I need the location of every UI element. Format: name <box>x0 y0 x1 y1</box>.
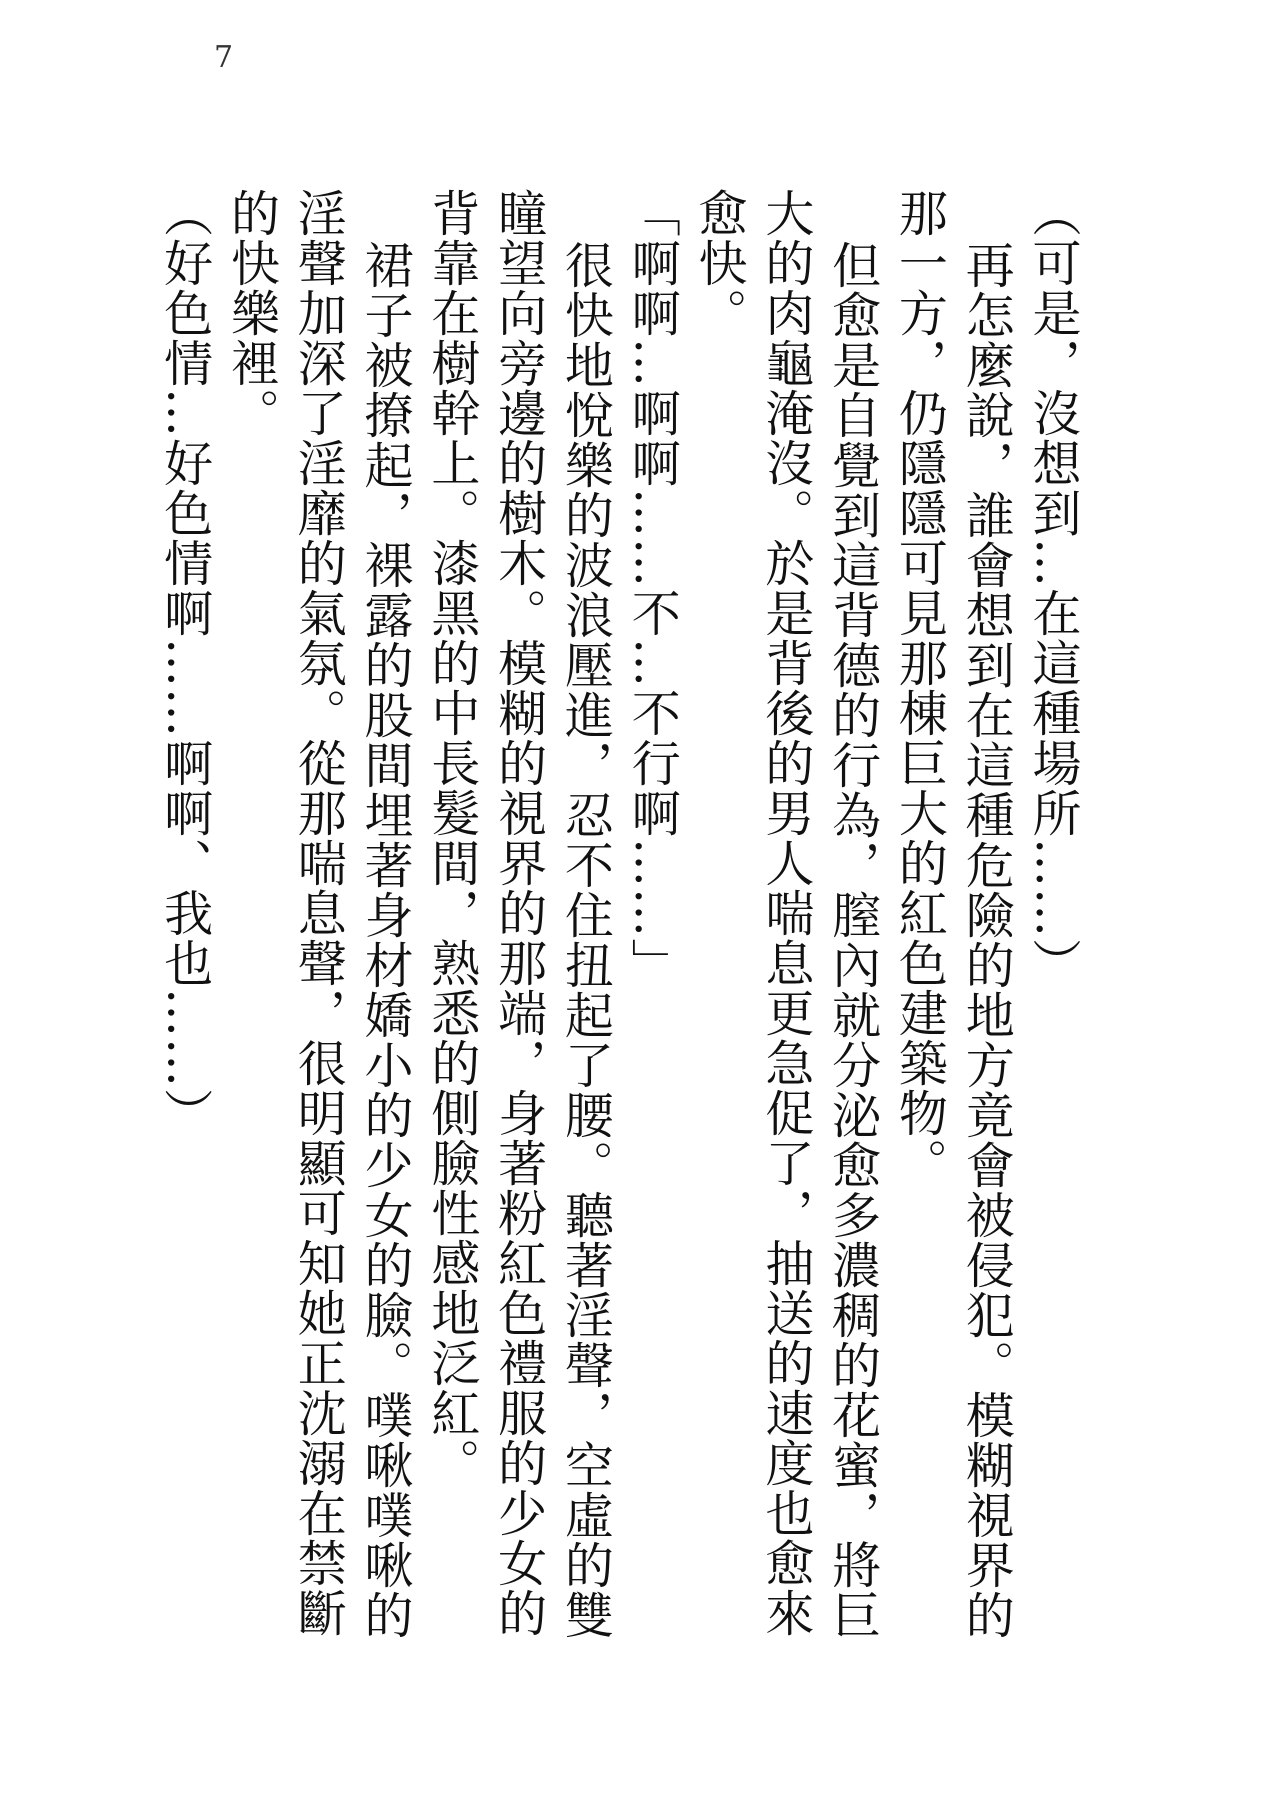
text-column: （可是，沒想到…在這種場所……） <box>1025 188 1082 988</box>
vertical-text-body <box>151 188 1086 1640</box>
text-column: 瞳望向旁邊的樹木。模糊的視界的那端，身著粉紅色禮服的少女的 <box>490 188 548 1638</box>
text-column: 背靠在樹幹上。漆黑的中長髮間，熟悉的側臉性感地泛紅。 <box>423 188 481 1488</box>
text-column: 的快樂裡。 <box>223 188 281 438</box>
text-column: 那一方，仍隱隱可見那棟巨大的紅色建築物。 <box>891 188 949 1188</box>
text-column: 但愈是自覺到這背德的行為，膣內就分泌愈多濃稠的花蜜，將巨 <box>824 240 882 1640</box>
text-column: 「啊啊…啊啊……不…不行啊……」 <box>624 188 682 988</box>
text-column: 大的肉龜淹沒。於是背後的男人喘息更急促了，抽送的速度也愈來 <box>757 188 815 1638</box>
text-column: 愈快。 <box>691 188 749 338</box>
text-column: 再怎麼說，誰會想到在這種危險的地方竟會被侵犯。模糊視界的 <box>958 240 1016 1640</box>
text-column: 淫聲加深了淫靡的氣氛。從那喘息聲，很明顯可知她正沈溺在禁斷 <box>290 188 348 1638</box>
page-number: 7 <box>214 40 234 75</box>
text-column: 很快地悅樂的波浪壓進，忍不住扭起了腰。聽著淫聲，空虛的雙 <box>557 240 615 1640</box>
text-column: 裙子被撩起，裸露的股間埋著身材嬌小的少女的臉。噗啾噗啾的 <box>357 240 415 1640</box>
text-column: （好色情…好色情啊……啊啊、我也……） <box>156 188 214 1138</box>
